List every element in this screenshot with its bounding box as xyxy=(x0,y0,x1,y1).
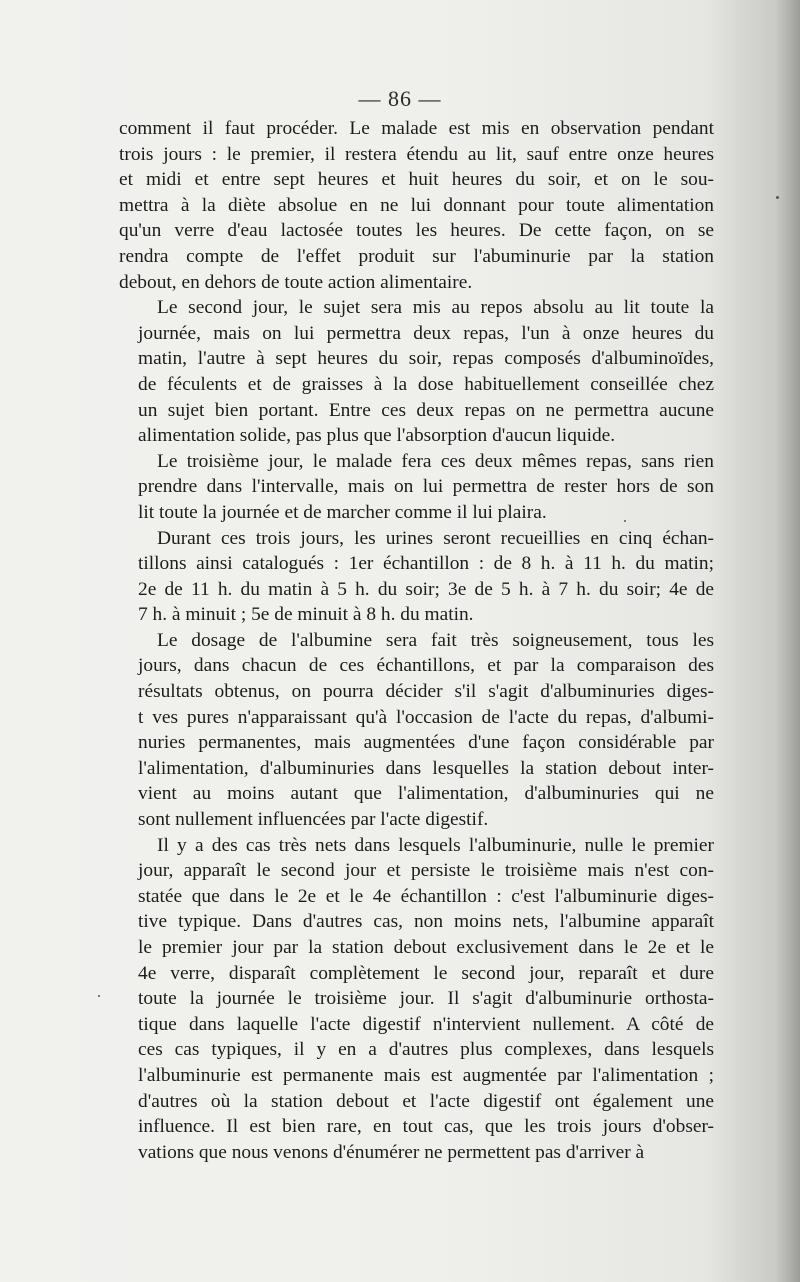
text-line: alimentation solide, pas plus que l'absorption d'aucun liquide. xyxy=(138,425,616,447)
text-line: prendre dans l'intervalle, mais on lui permettra de rester hors de son xyxy=(138,476,714,498)
text-line: Le troisième jour, le malade fera ces deux mêmes repas, sans rien xyxy=(157,450,714,472)
ink-speck xyxy=(98,995,100,997)
text-line: t ves pures n'apparaissant qu'à l'occasion de l'acte du repas, d'albumi- xyxy=(138,706,714,728)
text-line: 4e verre, disparaît complètement le second jour, reparaît et dure xyxy=(138,962,714,984)
text-line: l'albuminurie est permanente mais est augmentée par l'alimentation ; xyxy=(138,1064,714,1086)
text-line: vient au moins autant que l'alimentation, d'albuminuries qui ne xyxy=(138,783,714,805)
paragraph xyxy=(119,295,714,449)
text-line: de féculents et de graisses à la dose habituellement conseillée chez xyxy=(138,373,714,395)
text-line: rendra compte de l'effet produit sur l'abuminurie par la station xyxy=(119,245,714,267)
text-line: vations que nous venons d'énumérer ne permettent pas d'arriver à xyxy=(138,1141,645,1163)
text-line: jour, apparaît le second jour et persiste le troisième mais n'est con- xyxy=(138,860,714,882)
text-line: comment il faut procéder. Le malade est mis en observation pendant xyxy=(119,118,714,139)
text-line: mettra à la diète absolue en ne lui donnant pour toute alimentation xyxy=(119,194,714,216)
text-line: un sujet bien portant. Entre ces deux repas on ne permettra aucune xyxy=(138,399,714,421)
text-line: Il y a des cas très nets dans lesquels l'albuminurie, nulle le premier xyxy=(157,834,714,856)
text-line: journée, mais on lui permettra deux repas, l'un à onze heures du xyxy=(138,322,714,344)
paragraph xyxy=(119,116,714,295)
page-number: — 86 — xyxy=(358,86,442,111)
text-line: tique dans laquelle l'acte digestif n'intervient nullement. A côté de xyxy=(138,1013,714,1035)
paragraph xyxy=(119,449,714,526)
text-line: matin, l'autre à sept heures du soir, repas composés d'albuminoïdes, xyxy=(138,348,714,370)
text-line: influence. Il est bien rare, en tout cas, que les trois jours d'obser- xyxy=(138,1116,714,1138)
text-line: sont nullement influencées par l'acte digestif. xyxy=(138,809,489,831)
text-line: Le dosage de l'albumine sera fait très soigneusement, tous les xyxy=(157,629,714,651)
text-line: statée que dans le 2e et le 4e échantillon : c'est l'albuminurie diges- xyxy=(138,885,714,907)
paragraph xyxy=(119,833,714,1166)
text-line: l'alimentation, d'albuminuries dans lesquelles la station debout inter- xyxy=(138,757,714,779)
text-line: d'autres où la station debout et l'acte digestif ont également une xyxy=(138,1090,714,1112)
ink-speck xyxy=(624,520,626,522)
text-line: toute la journée le troisième jour. Il s'agit d'albuminurie orthosta- xyxy=(138,988,714,1010)
text-line: résultats obtenus, on pourra décider s'il s'agit d'albuminuries diges- xyxy=(138,681,714,703)
text-line: lit toute la journée et de marcher comme il lui plaira. xyxy=(138,501,547,523)
text-line: tillons ainsi catalogués : 1er échantillon : de 8 h. à 11 h. du matin; xyxy=(138,553,714,575)
text-line: Durant ces trois jours, les urines seront recueillies en cinq échan- xyxy=(157,527,714,549)
text-line: trois jours : le premier, il restera étendu au lit, sauf entre onze heures xyxy=(119,143,714,165)
text-line: debout, en dehors de toute action alimentaire. xyxy=(119,271,473,293)
paragraph xyxy=(119,628,714,833)
text-line: ces cas typiques, il y en a d'autres plus complexes, dans lesquels xyxy=(138,1039,714,1061)
text-line: tive typique. Dans d'autres cas, non moins nets, l'albumine apparaît xyxy=(138,911,714,933)
body-text xyxy=(119,116,714,1165)
paragraph xyxy=(119,526,714,628)
text-line: 2e de 11 h. du matin à 5 h. du soir; 3e de 5 h. à 7 h. du soir; 4e de xyxy=(138,578,714,600)
text-line: jours, dans chacun de ces échantillons, et par la comparaison des xyxy=(138,655,714,677)
text-line: et midi et entre sept heures et huit heures du soir, et on le sou- xyxy=(119,169,714,191)
text-line: le premier jour par la station debout exclusivement dans le 2e et le xyxy=(138,937,714,958)
text-line: nuries permanentes, mais augmentées d'une façon considérable par xyxy=(138,732,714,754)
text-line: Le second jour, le sujet sera mis au repos absolu au lit toute la xyxy=(157,297,714,319)
text-line: 7 h. à minuit ; 5e de minuit à 8 h. du matin. xyxy=(138,604,474,626)
ink-speck xyxy=(776,196,779,199)
text-line: qu'un verre d'eau lactosée toutes les heures. De cette façon, on se xyxy=(119,220,714,242)
